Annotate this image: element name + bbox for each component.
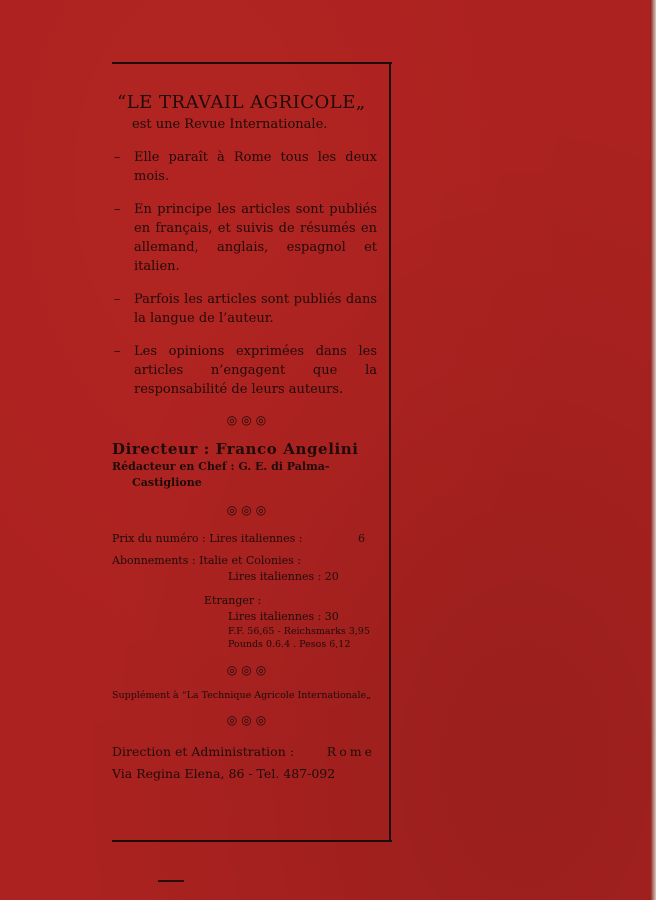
dash-bullet: – [114,292,121,307]
administration-block [112,741,377,785]
subscriptions-italy: Lires italiennes : 20 [228,570,339,583]
chief-editor-line: Rédacteur en Chef : G. E. di Palma- [112,460,330,473]
info-item-text: En principe les articles sont publiés en français, et suivis de résumés en allemand, anglais, espagnol et italien. [134,202,377,274]
address-line: Via Regina Elena, 86 - Tel. 487-092 [112,766,336,781]
info-item [112,290,377,328]
director-line: Directeur : Franco Angelini [112,440,359,458]
info-item [112,200,377,276]
ornament-divider: ◎◎◎ [226,413,271,427]
ornament-divider: ◎◎◎ [226,713,271,727]
subscriptions-block [112,553,377,651]
editorial-block [112,439,377,491]
info-item-text: Elle paraît à Rome tous les deux mois. [134,150,377,184]
foreign-pounds: Pounds 0.6.4 . Pesos 6,12 [228,639,351,650]
cover-text [112,92,377,785]
frame-bottom-rule [112,840,392,842]
journal-title: “LE TRAVAIL AGRICOLE„ [117,92,366,113]
info-item [112,342,377,399]
chief-editor-line-2: Castiglione [132,476,202,489]
price-value: 6 [358,532,365,545]
ornament-divider: ◎◎◎ [226,503,271,517]
foreign-label: Etranger : [204,594,262,607]
info-item-text: Parfois les articles sont publiés dans la langue de l’auteur. [134,292,377,326]
info-item [112,148,377,186]
price-label: Prix du numéro : Lires italiennes : [112,532,303,545]
foreign-lires: Lires italiennes : 30 [228,610,339,623]
dash-bullet: – [114,202,121,217]
administration-line [112,741,377,763]
frame-top-rule [112,62,392,64]
bottom-mark [158,880,184,882]
page-edge [650,0,656,900]
ornament-divider: ◎◎◎ [226,663,271,677]
administration-city: Rome [326,744,375,759]
subscriptions-label: Abonnements : Italie et Colonies : [112,554,302,567]
foreign-ff: F.F. 56,65 - Reichsmarks 3,95 [228,626,370,637]
price-line [112,531,377,547]
dash-bullet: – [114,150,121,165]
dash-bullet: – [114,344,121,359]
supplement-note: Supplément à “La Technique Agricole Internationale„ [112,690,372,701]
administration-label: Direction et Administration : [112,744,294,759]
info-item-text: Les opinions exprimées dans les articles n’engagent que la responsabilité de leurs auteurs. [134,344,377,397]
journal-subtitle: est une Revue Internationale. [132,117,328,132]
frame-right-rule [389,62,391,842]
